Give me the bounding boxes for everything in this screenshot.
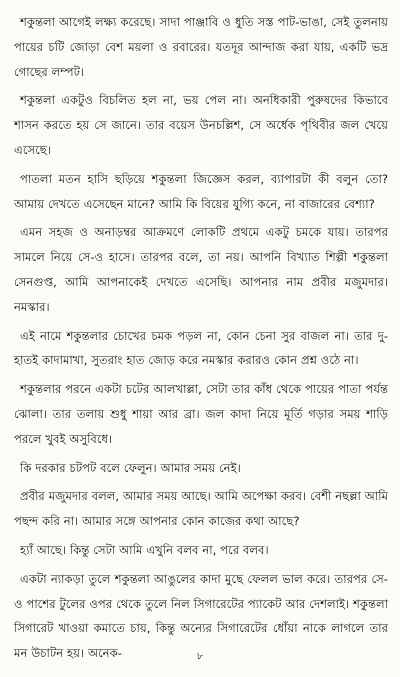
paragraph: পাতলা মতন হাসি ছড়িয়ে শকুন্তলা জিজ্ঞেস করল, ব্যাপারটা কী বলুন তো? আমায় দেখতে এসেছেন মানে? আমি কি বিয়ের যুগ্যি কনে, না বাজারের বেশ্যা?	[14, 171, 388, 211]
paragraph: এই নামে শকুন্তলার চোখের চমক পড়ল না, কোন চেনা সুর বাজল না। তার দু-হাতই কাদামাখা, সুতরাং হাত জোড় করে নমস্কার করারও কোন প্রশ্ন ওঠে না।	[14, 328, 388, 368]
paragraph: কি দরকার চটপট বলে ফেলুন। আমার সময় নেই।	[20, 460, 241, 475]
paragraph: শকুন্তলা আগেই লক্ষ্য করেছে। সাদা পাঞ্জাবি ও ধুতি সস্ত পাট-ভাঙা, সেই তুলনায় পায়ের চটি জোড়া বেশ ময়লা ও রবারের। যতদূর আন্দাজ করা যায়, একটি ভদ্র গোছের লম্পট।	[14, 15, 388, 79]
page-number: ৮	[196, 651, 204, 662]
paragraph: শকুন্তলার পরনে একটা চটের আলখাল্লা, সেটা তার কাঁধ থেকে পায়ের পাতা পর্যন্ত ঝোলা। তার তলায় শুধু শায়া আর ব্রা। জল কাদা নিয়ে মূর্তি গড়ার সময় শাড়ি পরলে খুবই অসুবিধে।	[14, 382, 388, 446]
paragraph: হ্যাঁ আছে। কিন্তু সেটা আমি এখুনি বলব না, পরে বলব।	[20, 542, 269, 557]
paragraph: প্রবীর মজুমদার বলল, আমার সময় আছে। আমি অপেক্ষা করব। বেশী নছল্লা আমি পছন্দ করি না। আমার সঙ্গে আপনার কোন কাজের কথা আছে?	[14, 489, 388, 529]
paragraph: এমন সহজ ও অনাড়ম্বর আক্রমণে লোকটি প্রথমে একটু চমকে যায়। তারপর সামলে নিয়ে সে-ও হাসে। তারপর বলে, তা নয়। আপনি বিখ্যাত শিল্পী শকুন্তলা সেনগুপ্ত, আমি আপনাকেই দেখতে এসেছি। আপনার নাম প্রবীর মজুমদার। নমস্কার।	[14, 225, 388, 314]
paragraph: শকুন্তলা একটুও বিচলিত হল না, ভয় পেল না। অনধিকারী পুরুষদের কিভাবে শাসন করতে হয় সে জানে। তার বয়েস উনচল্লিশ, সে অর্ধেক পৃথিবীর জল খেয়ে এসেছে।	[14, 93, 388, 157]
page-body	[14, 10, 388, 666]
paragraph: একটা ন্যাকড়া তুলে শকুন্তলা আঙুলের কাদা মুছে ফেলল ভাল করে। তারপর সে-ও পাশের টুলের ওপর থেকে তুলে নিল সিগারেটের প্যাকেট আর দেশলাই। শকুন্তলা সিগারেট খাওয়া কমাতে চায়, কিন্তু অন্যের সিগারেটের ধোঁয়া নাকে লাগলে তার মন উচাটন হয়। অনেক-	[14, 571, 388, 661]
